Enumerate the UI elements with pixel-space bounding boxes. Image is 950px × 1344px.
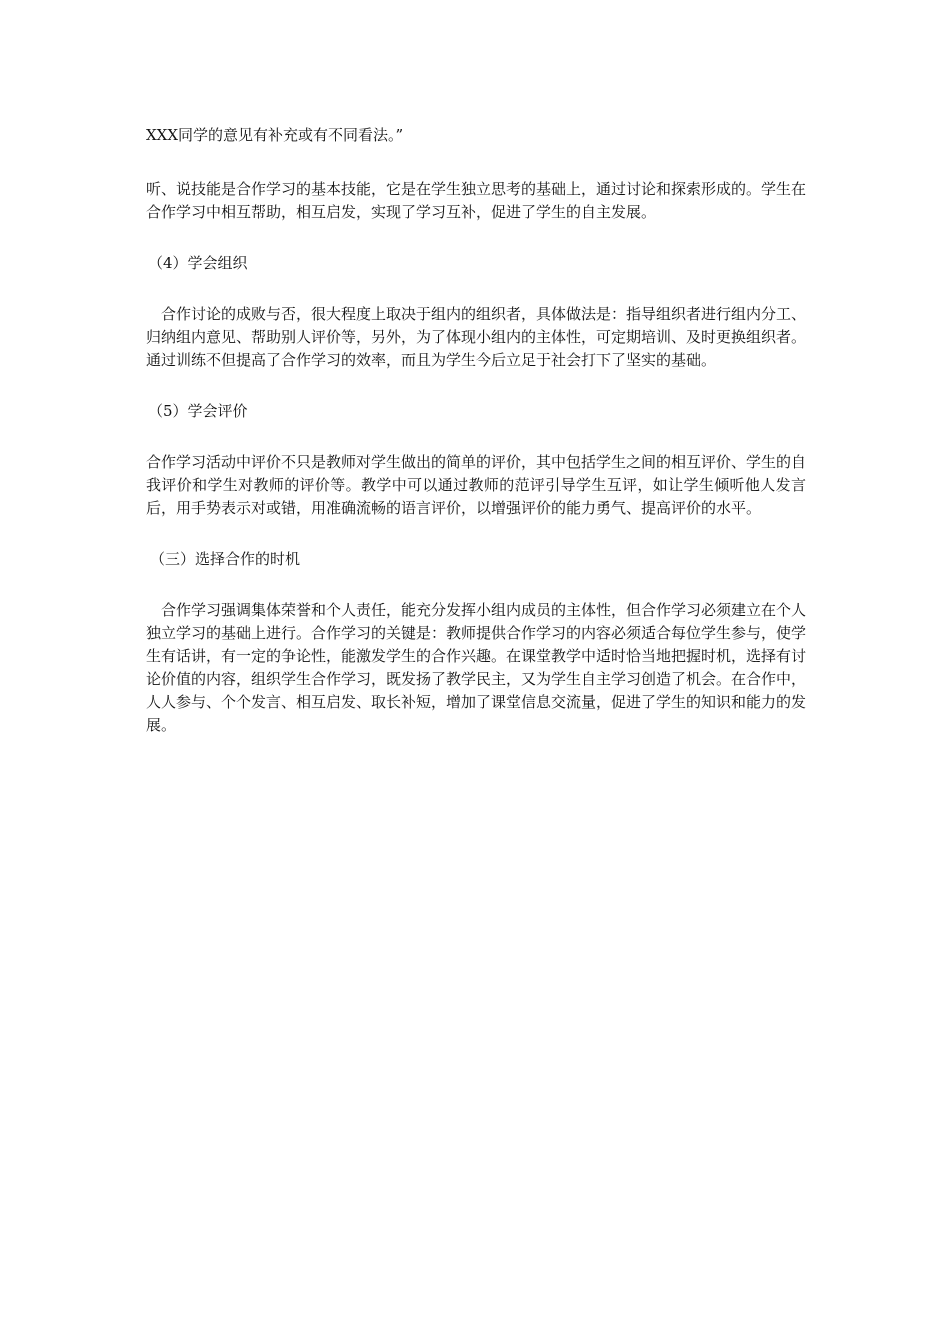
document-body [146,124,806,737]
heading-learn-to-organize: （4）学会组织 [148,254,248,272]
paragraph-evaluation: 合作学习活动中评价不只是教师对学生做出的简单的评价，其中包括学生之间的相互评价、学生的自我评价和学生对教师的评价等。教学中可以通过教师的范评引导学生互评，如让学生倾听他人发言后，用手势表示对或错，用准确流畅的语言评价，以增强评价的能力勇气、提高评价的水平。 [146,453,807,517]
heading-learn-to-evaluate: （5）学会评价 [148,402,248,420]
paragraph-organizer: 合作讨论的成败与否，很大程度上取决于组内的组织者，具体做法是：指导组织者进行组内分工、归纳组内意见、帮助别人评价等，另外，为了体现小组内的主体性，可定期培训、及时更换组织者。通过训练不但提高了合作学习的效率，而且为学生今后立足于社会打下了坚实的基础。 [146,305,807,369]
paragraph-opinion-quote: XXX同学的意见有补充或有不同看法。” [146,126,404,144]
paragraph-listening-speaking: 听、说技能是合作学习的基本技能，它是在学生独立思考的基础上，通过讨论和探索形成的。学生在合作学习中相互帮助，相互启发，实现了学习互补，促进了学生的自主发展。 [146,180,807,221]
heading-cooperation-timing: （三）选择合作的时机 [150,550,301,568]
paragraph-cooperation-timing: 合作学习强调集体荣誉和个人责任，能充分发挥小组内成员的主体性，但合作学习必须建立在个人独立学习的基础上进行。合作学习的关键是：教师提供合作学习的内容必须适合每位学生参与，使学生有话讲，有一定的争论性，能激发学生的合作兴趣。在课堂教学中适时恰当地把握时机，选择有讨论价值的内容，组织学生合作学习，既发扬了教学民主，又为学生自主学习创造了机会。在合作中，人人参与、个个发言、相互启发、取长补短，增加了课堂信息交流量，促进了学生的知识和能力的发展。 [146,601,807,734]
